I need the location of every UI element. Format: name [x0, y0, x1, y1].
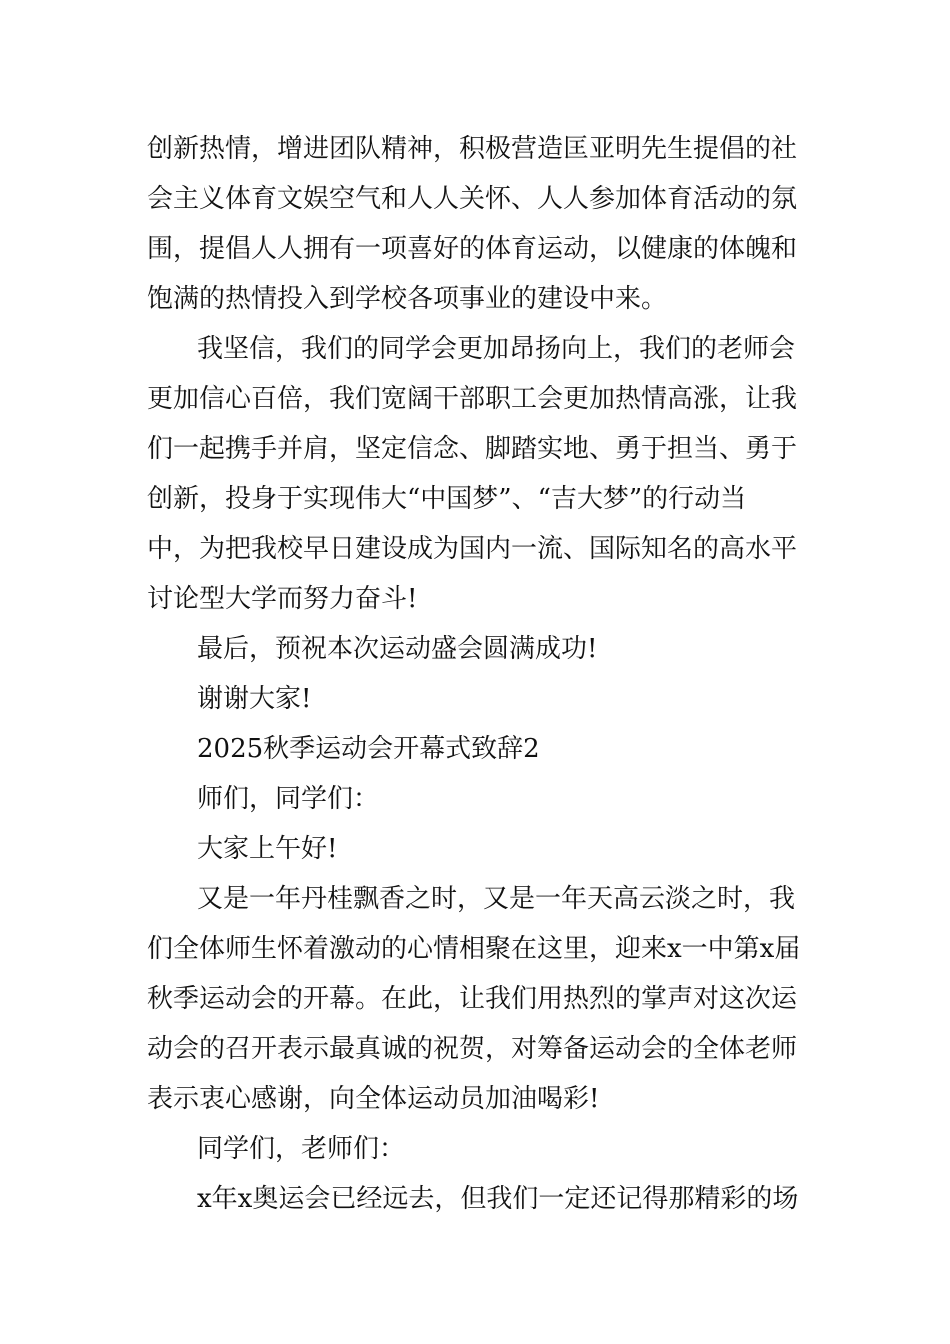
text-line: 中，为把我校早日建设成为国内一流、国际知名的高水平 — [147, 534, 798, 564]
text-line: 讨论型大学而努力奋斗! — [147, 584, 418, 614]
paragraph — [147, 1174, 807, 1224]
text-line: 同学们，老师们： — [197, 1134, 406, 1164]
text-line: 秋季运动会的开幕。在此，让我们用热烈的掌声对这次运 — [147, 984, 798, 1014]
text-line: 动会的召开表示最真诚的祝贺，对筹备运动会的全体老师 — [147, 1034, 798, 1064]
text-line: 饱满的热情投入到学校各项事业的建设中来。 — [147, 284, 668, 314]
text-line: 谢谢大家! — [197, 684, 312, 714]
paragraph — [147, 874, 807, 1124]
text-line: 表示衷心感谢，向全体运动员加油喝彩! — [147, 1084, 600, 1114]
paragraph — [147, 774, 807, 824]
text-line: 又是一年丹桂飘香之时，又是一年天高云淡之时，我 — [197, 884, 796, 914]
text-line: 师们，同学们： — [197, 784, 380, 814]
text-line: 最后，预祝本次运动盛会圆满成功! — [197, 634, 598, 664]
document-body — [147, 124, 807, 1224]
paragraph — [147, 724, 807, 774]
text-line: 们一起携手并肩，坚定信念、脚踏实地、勇于担当、勇于 — [147, 434, 798, 464]
paragraph — [147, 624, 807, 674]
paragraph — [147, 324, 807, 624]
paragraph — [147, 824, 807, 874]
text-line: 们全体师生怀着激动的心情相聚在这里，迎来x一中第x届 — [147, 934, 801, 964]
text-line: 大家上午好! — [197, 834, 338, 864]
text-line: 创新，投身于实现伟大“中国梦”、“吉大梦”的行动当 — [147, 484, 747, 514]
text-line: 更加信心百倍，我们宽阔干部职工会更加热情高涨，让我 — [147, 384, 798, 414]
paragraph — [147, 674, 807, 724]
text-line: 2025秋季运动会开幕式致辞2 — [197, 734, 540, 764]
text-line: x年x奥运会已经远去，但我们一定还记得那精彩的场 — [197, 1184, 799, 1214]
text-line: 创新热情，增进团队精神，积极营造匡亚明先生提倡的社 — [147, 134, 798, 164]
text-line: 我坚信，我们的同学会更加昂扬向上，我们的老师会 — [197, 334, 796, 364]
text-line: 围，提倡人人拥有一项喜好的体育运动，以健康的体魄和 — [147, 234, 798, 264]
paragraph — [147, 1124, 807, 1174]
text-line: 会主义体育文娱空气和人人关怀、人人参加体育活动的氛 — [147, 184, 798, 214]
paragraph — [147, 124, 807, 324]
